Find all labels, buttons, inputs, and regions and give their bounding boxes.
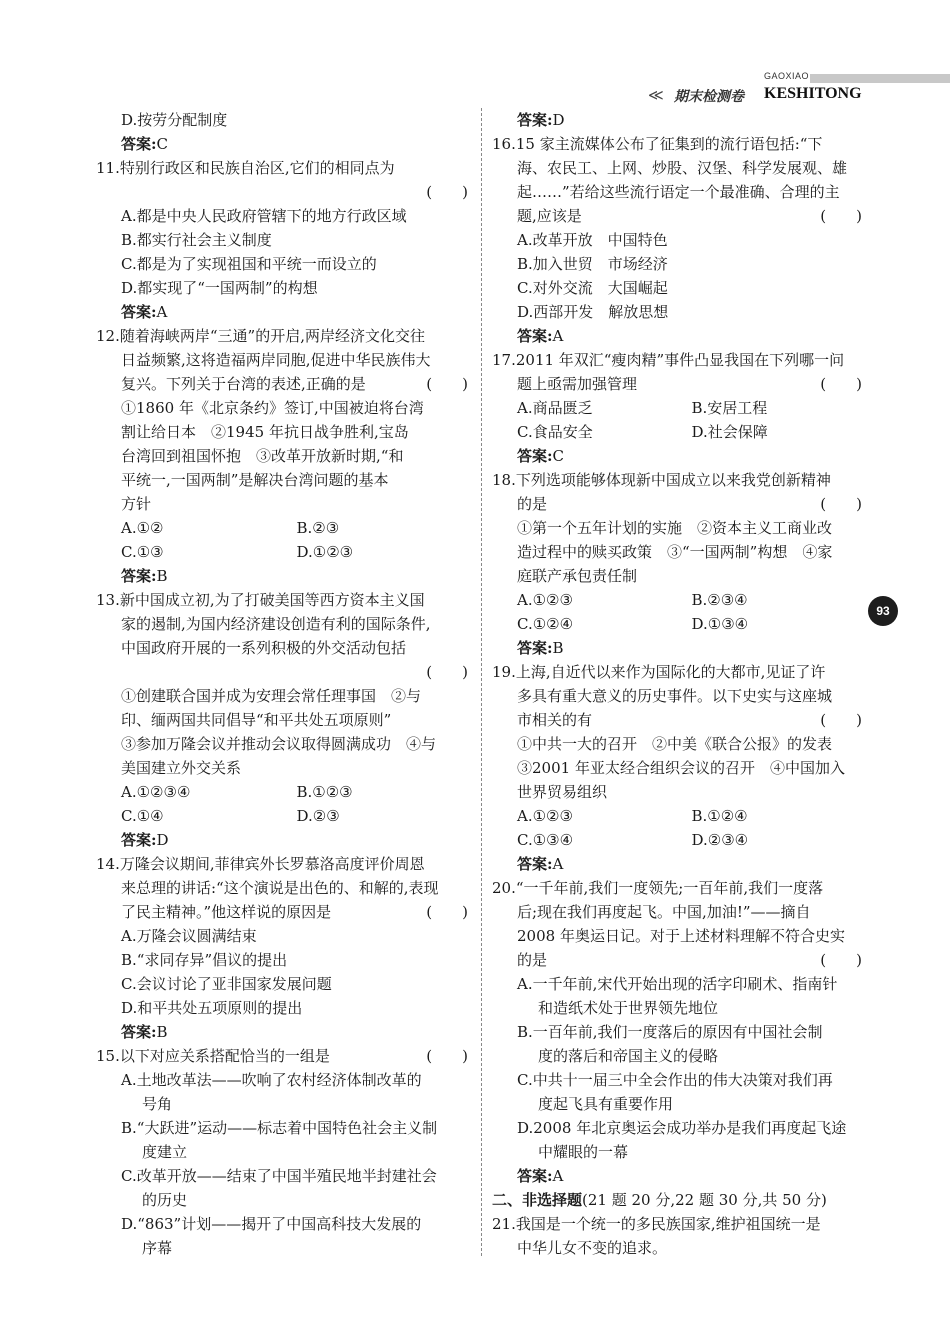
option-line: C.中共十一届三中全会作出的伟大决策对我们再	[517, 1071, 833, 1089]
question-20-stem: 20.“一千年前,我们一度领先;一百年前,我们一度落	[492, 879, 824, 897]
option-d: D.②③④	[691, 831, 749, 849]
statement-line: 世界贸易组织	[517, 783, 608, 801]
option-line: C.都是为了实现祖国和平统一而设立的	[121, 255, 377, 273]
section-title: 二、非选择题	[492, 1191, 583, 1209]
question-text-line: 中国政府开展的一系列积极的外交活动包括	[121, 639, 407, 657]
option-a: A.①②	[121, 519, 164, 537]
question-15-stem	[96, 1044, 472, 1068]
answer-label: 答案:	[517, 1167, 553, 1185]
answer-label: 答案:	[121, 1023, 157, 1041]
statement-line: ①1860 年《北京条约》签订,中国被迫将台湾	[121, 399, 424, 417]
question-text-line: 家的遏制,为国内经济建设创造有利的国际条件,	[121, 615, 431, 633]
question-text-line	[492, 708, 866, 732]
header-section-title: 期末检测卷	[674, 89, 744, 105]
statement-line: 方针	[121, 495, 152, 513]
answer-line	[96, 828, 472, 852]
option-line: C.改革开放——结束了中国半殖民地半封建社会	[121, 1167, 437, 1185]
option-row	[96, 780, 472, 804]
option-line: C.会议讨论了亚非国家发展问题	[121, 975, 332, 993]
option-a: A.①②③④	[121, 783, 191, 801]
option-row	[492, 396, 866, 420]
statement-line: ③参加万隆会议并推动会议取得圆满成功 ④与	[121, 735, 437, 753]
answer-blank: ( )	[820, 495, 862, 513]
statement-line: 美国建立外交关系	[121, 759, 242, 777]
answer-blank-row	[96, 180, 472, 204]
answer-label: 答案:	[517, 639, 553, 657]
option-b: B.①②④	[691, 807, 748, 825]
option-row	[492, 804, 866, 828]
option-line: B.加入世贸 市场经济	[517, 255, 668, 273]
option-line: A.都是中央人民政府管辖下的地方行政区域	[121, 207, 407, 225]
question-text: 了民主精神。”他这样说的原因是	[121, 903, 332, 921]
answer-line	[96, 1020, 472, 1044]
statement-line: ①中共一大的召开 ②中美《联合公报》的发表	[517, 735, 833, 753]
section-note: (21 题 20 分,22 题 30 分,共 50 分)	[582, 1191, 827, 1209]
answer-value: C	[552, 447, 565, 465]
answer-line	[492, 1164, 866, 1188]
question-text-line: 来总理的讲话:“这个演说是出色的、和解的,表现	[121, 879, 439, 897]
question-text: 题上亟需加强管理	[517, 375, 638, 393]
left-column	[96, 108, 472, 1260]
option-line: A.土地改革法——吹响了农村经济体制改革的	[121, 1071, 422, 1089]
header-gaoxiao: GAOXIAO	[764, 71, 810, 81]
option-continuation: 度起飞具有重要作用	[538, 1095, 674, 1113]
option-a: A.①②③	[517, 591, 573, 609]
question-12-stem: 12.随着海峡两岸“三通”的开启,两岸经济文化交往	[96, 327, 425, 345]
answer-line	[492, 852, 866, 876]
option-line: A.一千年前,宋代开始出现的活字印刷术、指南针	[517, 975, 838, 993]
option-continuation: 的历史	[142, 1191, 188, 1209]
answer-blank: ( )	[426, 183, 468, 201]
answer-label: 答案:	[121, 303, 157, 321]
answer-value: A	[552, 855, 564, 873]
option-d: D.②③	[296, 807, 340, 825]
answer-label: 答案:	[121, 135, 157, 153]
answer-blank-row	[96, 660, 472, 684]
question-17-stem: 17.2011 年双汇“瘦肉精”事件凸显我国在下列哪一问	[492, 351, 845, 369]
option-d: D.①③④	[691, 615, 749, 633]
question-text: 复兴。下列关于台湾的表述,正确的是	[121, 375, 366, 393]
option-row	[96, 516, 472, 540]
answer-blank: ( )	[426, 375, 468, 393]
answer-line	[492, 636, 866, 660]
option-row	[492, 612, 866, 636]
option-c: C.①④	[121, 807, 164, 825]
answer-value: B	[156, 1023, 168, 1041]
question-text: 题,应该是	[517, 207, 582, 225]
question-text: 的是	[517, 495, 548, 513]
question-text-line	[492, 204, 866, 228]
option-line: B.“大跃进”运动——标志着中国特色社会主义制	[121, 1119, 438, 1137]
option-a: A.商品匮乏	[517, 399, 593, 417]
statement-line: 割让给日本 ②1945 年抗日战争胜利,宝岛	[121, 423, 409, 441]
answer-line	[492, 444, 866, 468]
question-text-line: 日益频繁,这将造福两岸同胞,促进中华民族伟大	[121, 351, 431, 369]
answer-blank: ( )	[820, 207, 862, 225]
answer-label: 答案:	[517, 855, 553, 873]
option-b: B.安居工程	[691, 399, 768, 417]
option-continuation: 序幕	[142, 1239, 173, 1257]
right-column	[492, 108, 866, 1260]
question-text-line: 多具有重大意义的历史事件。以下史实与这座城	[517, 687, 833, 705]
statement-line: 台湾回到祖国怀抱 ③改革开放新时期,“和	[121, 447, 404, 465]
question-text-line	[492, 372, 866, 396]
question-text-line: 海、农民工、上网、炒股、汉堡、科学发展观、雄	[517, 159, 848, 177]
option-continuation: 度的落后和帝国主义的侵略	[538, 1047, 719, 1065]
question-text-line: 中华儿女不变的追求。	[517, 1239, 668, 1257]
answer-value: D	[156, 831, 169, 849]
statement-line: ①第一个五年计划的实施 ②资本主义工商业改	[517, 519, 833, 537]
question-21-stem: 21.我国是一个统一的多民族国家,维护祖国统一是	[492, 1215, 821, 1233]
answer-blank: ( )	[426, 903, 468, 921]
answer-blank: ( )	[820, 711, 862, 729]
answer-label: 答案:	[517, 447, 553, 465]
option-line: D.按劳分配制度	[121, 111, 228, 129]
option-b: B.②③④	[691, 591, 748, 609]
answer-blank: ( )	[820, 375, 862, 393]
option-line: D.2008 年北京奥运会成功举办是我们再度起飞途	[517, 1119, 847, 1137]
option-b: B.②③	[296, 519, 340, 537]
question-text-line	[492, 948, 866, 972]
answer-line	[492, 108, 866, 132]
column-divider	[481, 108, 482, 1256]
option-c: C.①③④	[517, 831, 574, 849]
answer-label: 答案:	[121, 831, 157, 849]
header-bar	[810, 74, 950, 83]
answer-value: A	[552, 327, 564, 345]
answer-blank: ( )	[426, 1047, 468, 1065]
section-heading	[492, 1188, 866, 1212]
question-text-line	[96, 372, 472, 396]
question-13-stem: 13.新中国成立初,为了打破美国等西方资本主义国	[96, 591, 425, 609]
option-line: B.一百年前,我们一度落后的原因有中国社会制	[517, 1023, 823, 1041]
option-line: D.西部开发 解放思想	[517, 303, 669, 321]
question-text-line: 起……”若给这些流行语定一个最准确、合理的主	[517, 183, 840, 201]
option-line: D.和平共处五项原则的提出	[121, 999, 303, 1017]
option-line: A.万隆会议圆满结束	[121, 927, 257, 945]
option-b: B.①②③	[296, 783, 353, 801]
statement-line: 庭联产承包责任制	[517, 567, 638, 585]
question-text: 市相关的有	[517, 711, 593, 729]
question-text-line: 2008 年奥运日记。对于上述材料理解不符合史实	[517, 927, 845, 945]
option-row	[96, 540, 472, 564]
option-a: A.①②③	[517, 807, 573, 825]
answer-value: A	[552, 1167, 564, 1185]
option-line: D.都实现了“一国两制”的构想	[121, 279, 318, 297]
answer-value: C	[156, 135, 169, 153]
option-d: D.①②③	[296, 543, 354, 561]
answer-label: 答案:	[517, 327, 553, 345]
statement-line: 印、缅两国共同倡导“和平共处五项原则”	[121, 711, 392, 729]
question-18-stem: 18.下列选项能够体现新中国成立以来我党创新精神	[492, 471, 831, 489]
option-line: B.“求同存异”倡议的提出	[121, 951, 288, 969]
option-c: C.①③	[121, 543, 164, 561]
statement-line: ①创建联合国并成为安理会常任理事国 ②与	[121, 687, 422, 705]
question-text-line	[96, 900, 472, 924]
option-c: C.食品安全	[517, 423, 593, 441]
question-19-stem: 19.上海,自近代以来作为国际化的大都市,见证了许	[492, 663, 826, 681]
question-text-line	[492, 492, 866, 516]
question-11-stem: 11.特别行政区和民族自治区,它们的相同点为	[96, 159, 395, 177]
question-text: 的是	[517, 951, 548, 969]
answer-line	[96, 132, 472, 156]
question-14-stem: 14.万隆会议期间,菲律宾外长罗慕洛高度评价周恩	[96, 855, 425, 873]
statement-line: 造过程中的赎买政策 ③“一国两制”构想 ④家	[517, 543, 833, 561]
header-brand: KESHITONG	[764, 85, 862, 102]
double-chevron-icon: ≪	[648, 86, 664, 104]
option-continuation: 度建立	[142, 1143, 188, 1161]
option-row	[492, 588, 866, 612]
option-d: D.社会保障	[691, 423, 768, 441]
answer-value: A	[156, 303, 168, 321]
answer-value: D	[552, 111, 565, 129]
answer-value: B	[156, 567, 168, 585]
answer-blank: ( )	[426, 663, 468, 681]
option-line: C.对外交流 大国崛起	[517, 279, 668, 297]
answer-line	[96, 300, 472, 324]
answer-line	[492, 324, 866, 348]
option-line: B.都实行社会主义制度	[121, 231, 272, 249]
page-header	[640, 70, 950, 110]
answer-value: B	[552, 639, 564, 657]
option-continuation: 和造纸术处于世界领先地位	[538, 999, 719, 1017]
option-c: C.①②④	[517, 615, 574, 633]
option-row	[96, 804, 472, 828]
option-line: A.改革开放 中国特色	[517, 231, 668, 249]
option-continuation: 号角	[142, 1095, 173, 1113]
option-row	[492, 828, 866, 852]
option-row	[492, 420, 866, 444]
answer-label: 答案:	[517, 111, 553, 129]
question-text: 15.以下对应关系搭配恰当的一组是	[96, 1047, 330, 1065]
answer-blank: ( )	[820, 951, 862, 969]
statement-line: ③2001 年亚太经合组织会议的召开 ④中国加入	[517, 759, 845, 777]
option-continuation: 中耀眼的一幕	[538, 1143, 629, 1161]
answer-line	[96, 564, 472, 588]
answer-label: 答案:	[121, 567, 157, 585]
question-text-line: 后;现在我们再度起飞。中国,加油!”——摘自	[517, 903, 811, 921]
page-number-badge: 93	[868, 596, 898, 626]
question-16-stem: 16.15 家主流媒体公布了征集到的流行语包括:“下	[492, 135, 823, 153]
option-line: D.“863”计划——揭开了中国高科技大发展的	[121, 1215, 422, 1233]
statement-line: 平统一,一国两制”是解决台湾问题的基本	[121, 471, 389, 489]
